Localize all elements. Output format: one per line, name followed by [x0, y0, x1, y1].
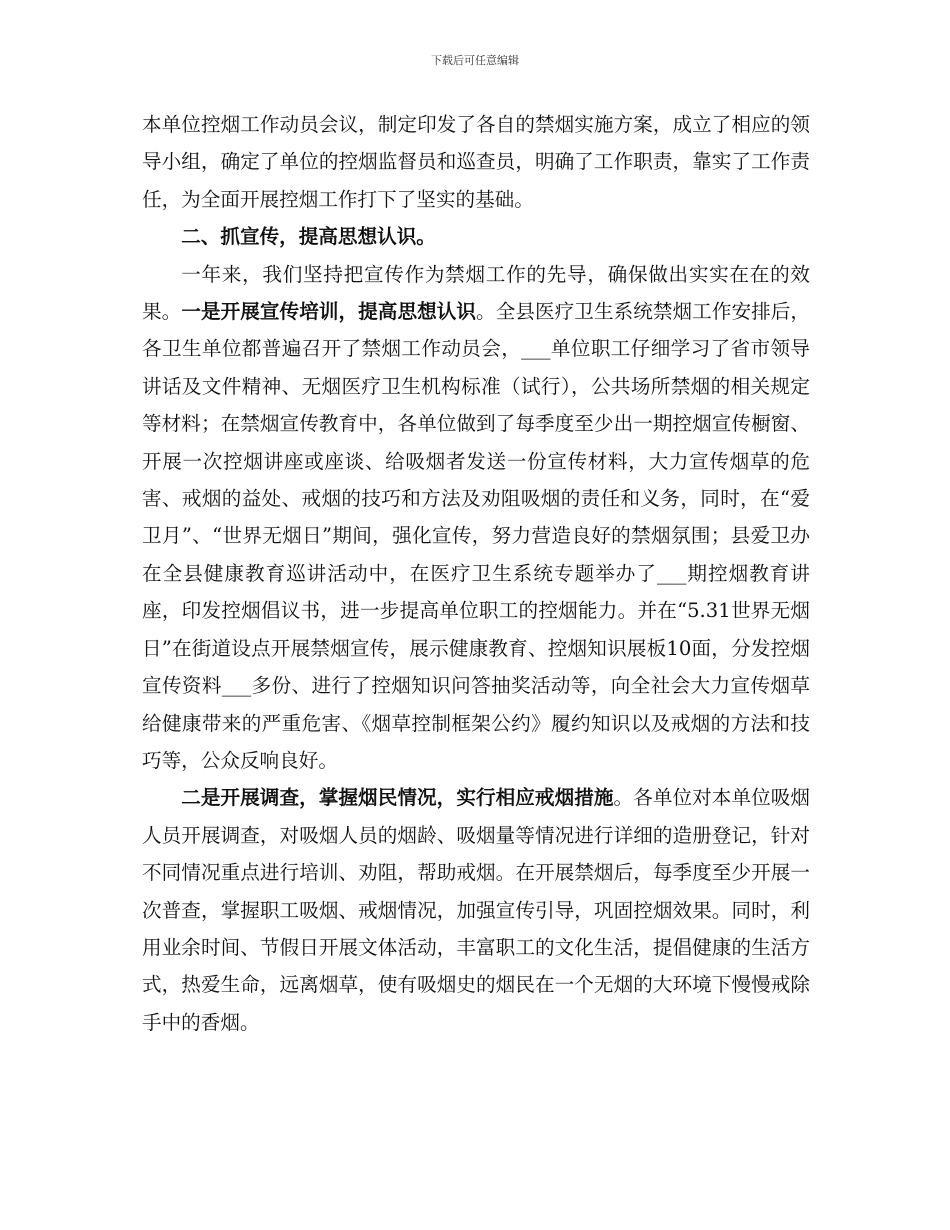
page-header-note: 下载后可任意编辑 [431, 54, 519, 67]
paragraph-publicity-text: 。全县医疗卫生系统禁烟工作安排后，各卫生单位都普遍召开了禁烟工作动员会，___单位职工仔细学习了省市领导讲话及文件精神、无烟医疗卫生机构标准（试行），公共场所禁烟的相关规定等材料；在禁烟宣传教育中，各单位做到了每季度至少出一期控烟宣传橱窗、开展一次控烟讲座或座谈、给吸烟者发送一份宣传材料，大力宣传烟草的危害、戒烟的益处、戒烟的技巧和方法及劝阻吸烟的责任和义务，同时，在“爱卫月”、“世界无烟日”期间，强化宣传，努力营造良好的禁烟氛围；县爱卫办在全县健康教育巡讲活动中，在医疗卫生系统专题举办了___期控烟教育讲座，印发控烟倡议书，进一步提高单位职工的控烟能力。并在“5.31世界无烟日”在街道设点开展禁烟宣传，展示健康教育、控烟知识展板10面，分发控烟宣传资料___多份、进行了控烟知识问答抽奖活动等，向全社会大力宣传烟草给健康带来的严重危害、《烟草控制框架公约》履约知识以及戒烟的方法和技巧等，公众反响良好。 [142, 300, 811, 772]
paragraph-survey-bold-point: 二是开展调查，掌握烟民情况，实行相应戒烟措施 [181, 786, 614, 810]
paragraph-publicity-lead: 一年来，我们坚持把宣传作为禁烟工作的先导，确保做出实实在在的效果。 [142, 262, 810, 324]
paragraph-publicity-bold-point: 一是开展宣传培训，提高思想认识 [181, 300, 477, 324]
paragraph-survey [142, 779, 810, 1041]
document-body [142, 106, 810, 1041]
paragraph-survey-text: 。各单位对本单位吸烟人员开展调查，对吸烟人员的烟龄、吸烟量等情况进行详细的造册登记，针对不同情况重点进行培训、劝阻，帮助戒烟。在开展禁烟后，每季度至少开展一次普查，掌握职工吸烟、戒烟情况，加强宣传引导，巩固控烟效果。同时，利用业余时间、节假日开展文体活动，丰富职工的文化生活，提倡健康的生活方式，热爱生命，远离烟草，使有吸烟史的烟民在一个无烟的大环境下慢慢戒除手中的香烟。 [142, 786, 811, 1034]
section-heading-2: 二、抓宣传，提高思想认识。 [181, 225, 436, 249]
paragraph-publicity [142, 256, 810, 780]
paragraph-intro: 本单位控烟工作动员会议，制定印发了各自的禁烟实施方案，成立了相应的领导小组，确定了单位的控烟监督员和巡查员，明确了工作职责，靠实了工作责任，为全面开展控烟工作打下了坚实的基础。 [142, 113, 810, 211]
